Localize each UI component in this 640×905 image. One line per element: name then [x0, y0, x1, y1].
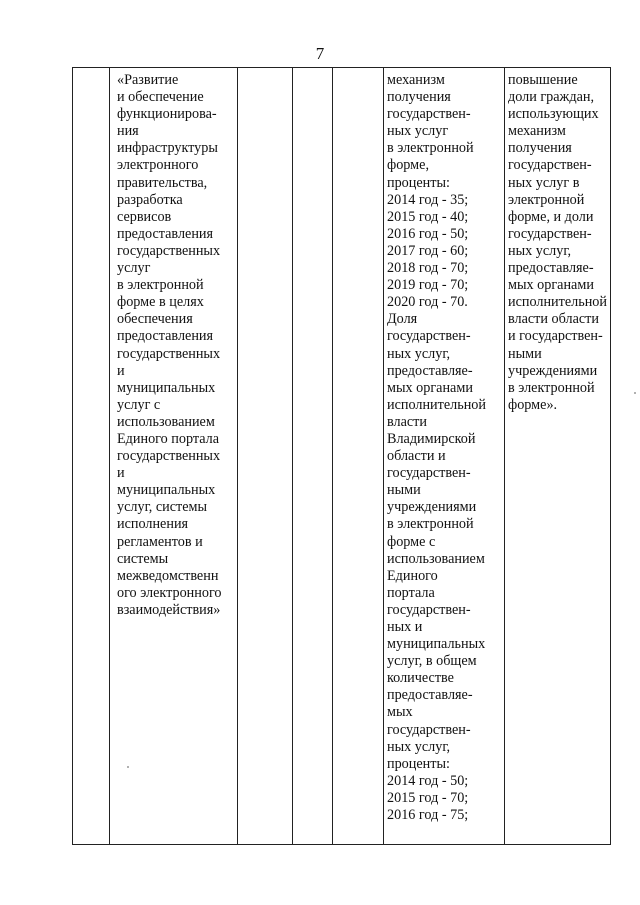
- column-divider-2: [237, 67, 238, 845]
- target-indicators-cell: механизм получения государствен- ных услуг в электронной форме, проценты: 2014 год - 35; 2015 год - 40; 2016 год - 50; 2017 год - 60; 2018 год - 70; 2019 год - 70; 2020 год - 70. Доля государствен- ных услуг, предоставляе- мых органами исполнительной власти Владимирской области и государствен- ными учреждениями в электронной форме с использованием Единого портала государствен- ных и муниципальных услуг, в общем количестве предоставляе- мых государствен- ных услуг, проценты: 2014 год - 50; 2015 год - 70; 2016 год - 75;: [387, 72, 486, 824]
- column-divider-4: [332, 67, 333, 845]
- scan-speck: [634, 392, 636, 394]
- expected-results-cell: повышение доли граждан, использующих механизм получения государствен- ных услуг в электронной форме, и доли государствен- ных услуг, предоставляе- мых органами исполнительной власти области и государствен- ными учреждениями в электронной форме».: [508, 72, 607, 413]
- column-divider-5: [383, 67, 384, 845]
- program-name-cell: «Развитие и обеспечение функционирова- ния инфраструктуры электронного правительства, разработка сервисов предоставления государственных услуг в электронной форме в целях обеспечения предоставления государственных и муниципальных услуг с использованием Единого портала государственных и муниципальных услуг, системы исполнения регламентов и системы межведомственн ого электронного взаимодействия»: [117, 72, 222, 618]
- scan-speck: [127, 766, 129, 768]
- page-number: 7: [315, 44, 325, 63]
- column-divider-1: [109, 67, 110, 845]
- column-divider-3: [292, 67, 293, 845]
